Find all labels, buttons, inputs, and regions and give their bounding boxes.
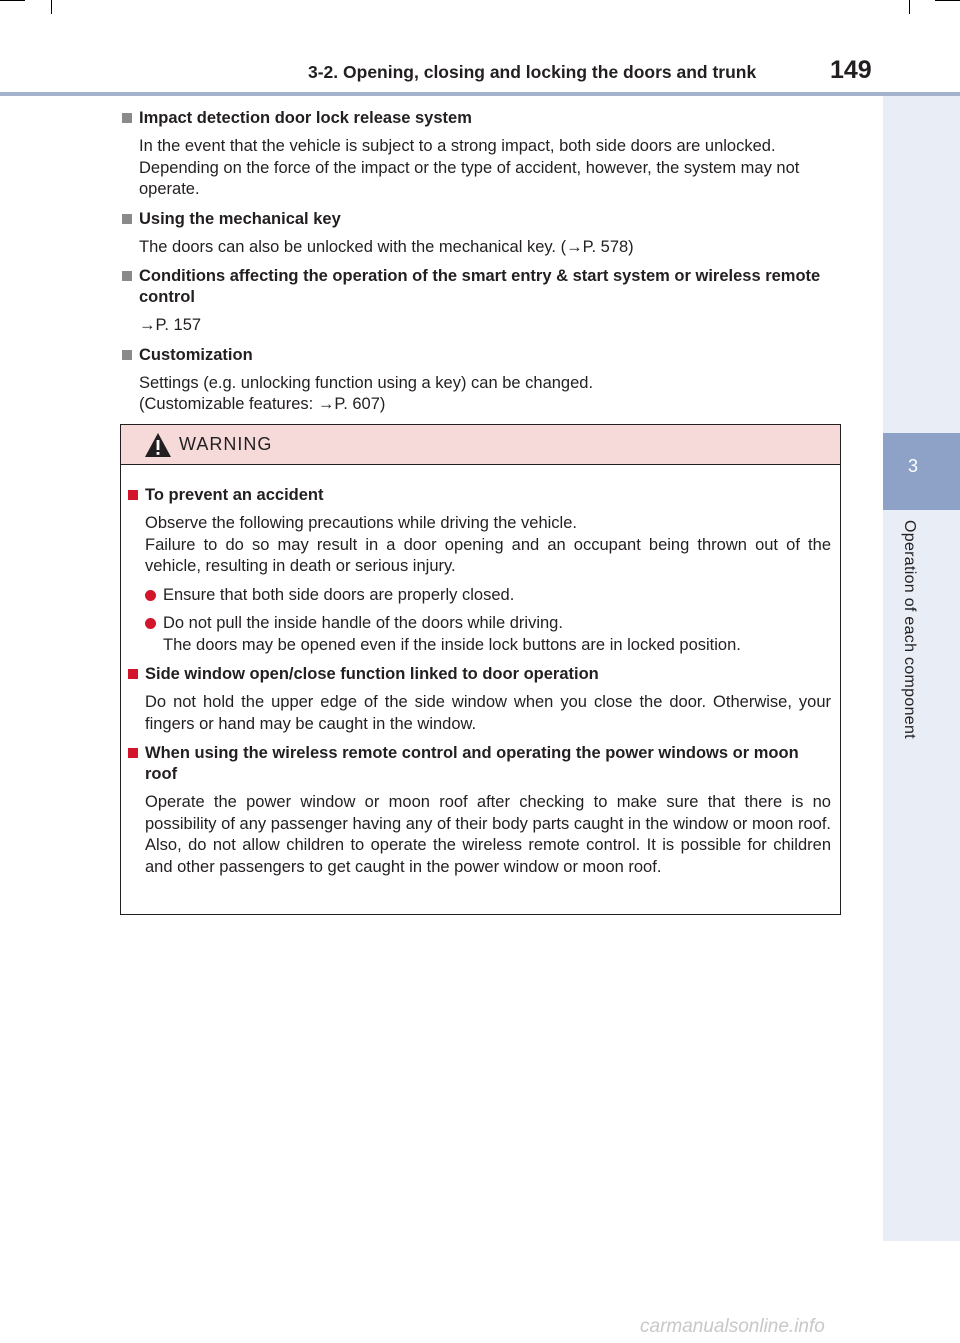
warning-heading-text: When using the wireless remote control and operating the power windows or moon roof xyxy=(145,744,799,783)
header-rule xyxy=(0,92,960,96)
section-heading xyxy=(122,108,844,129)
chapter-title: Operation of each component xyxy=(901,520,918,739)
warning-triangle-icon xyxy=(143,431,173,459)
square-bullet-icon xyxy=(122,214,132,224)
page-number: 149 xyxy=(830,56,872,84)
warning-label: WARNING xyxy=(179,434,273,454)
section-heading-text: Conditions affecting the operation of the smart entry & start system or wireless remote control xyxy=(139,267,821,306)
section-paragraph: Settings (e.g. unlocking function using a key) can be changed. xyxy=(139,373,594,392)
warning-paragraph: Do not hold the upper edge of the side window when you close the door. Otherwise, your fingers or hand may be caught in the window. xyxy=(145,693,831,733)
crop-mark xyxy=(0,0,25,1)
square-bullet-icon xyxy=(128,490,138,500)
page-reference-link[interactable]: →P. 157 xyxy=(139,316,202,334)
page-header-title: 3-2. Opening, closing and locking the doors and trunk xyxy=(308,62,757,82)
crop-mark xyxy=(51,0,52,14)
bullet-text: The doors may be opened even if the inside lock buttons are in locked position. xyxy=(163,635,741,654)
square-bullet-icon xyxy=(122,113,132,123)
square-bullet-icon xyxy=(122,271,132,281)
section-mechanical-key xyxy=(122,209,844,259)
warning-section-heading xyxy=(128,485,831,506)
warning-bullet-item xyxy=(145,585,831,607)
warning-paragraph: Operate the power window or moon roof after checking to make sure that there is no possibility of any passenger having any of their body parts caught in the window or moon roof. Also, do not allow children to operate the wireless remote control. It is possible for children and other passengers to get caught in the power window or moon roof. xyxy=(145,793,831,876)
section-heading-text: Impact detection door lock release system xyxy=(139,109,472,127)
section-impact-detection xyxy=(122,108,844,201)
warning-body xyxy=(121,465,840,878)
round-bullet-icon xyxy=(145,618,156,629)
main-content xyxy=(122,108,844,424)
warning-section-prevent-accident xyxy=(128,485,831,656)
section-paragraph[interactable]: The doors can also be unlocked with the mechanical key. (→P. 578) xyxy=(139,237,634,256)
watermark: carmanualsonline.info xyxy=(640,1316,825,1337)
section-paragraph: In the event that the vehicle is subject to a strong impact, both side doors are unlocked. Depending on the force of the impact or the type of accident, however, the system may not operate. xyxy=(139,137,800,198)
square-bullet-icon xyxy=(128,748,138,758)
section-heading-text: Using the mechanical key xyxy=(139,209,341,228)
section-smart-entry-conditions xyxy=(122,266,844,337)
section-heading xyxy=(122,345,844,366)
section-heading-text: Customization xyxy=(139,345,253,364)
section-paragraph[interactable]: (Customizable features: →P. 607) xyxy=(139,395,386,413)
bullet-text: Ensure that both side doors are properly closed. xyxy=(163,585,515,604)
warning-section-heading xyxy=(128,664,831,685)
warning-paragraph: Failure to do so may result in a door opening and an occupant being thrown out of the vehicle, resulting in death or serious injury. xyxy=(145,535,831,575)
warning-box xyxy=(120,424,841,915)
round-bullet-icon xyxy=(145,590,156,601)
warning-header xyxy=(121,425,840,465)
warning-bullet-item xyxy=(145,613,831,656)
section-heading xyxy=(122,266,844,308)
section-customization xyxy=(122,345,844,416)
section-heading xyxy=(122,209,844,230)
square-bullet-icon xyxy=(122,350,132,360)
warning-heading-text: To prevent an accident xyxy=(145,486,324,504)
warning-section-heading xyxy=(128,743,831,785)
chapter-number: 3 xyxy=(907,456,918,476)
bullet-text: Do not pull the inside handle of the doors while driving. xyxy=(163,614,563,632)
crop-mark xyxy=(935,0,960,1)
warning-heading-text: Side window open/close function linked to door operation xyxy=(145,665,599,683)
warning-section-side-window xyxy=(128,664,831,735)
warning-paragraph: Observe the following precautions while driving the vehicle. xyxy=(145,514,577,532)
square-bullet-icon xyxy=(128,669,138,679)
warning-section-wireless-remote xyxy=(128,743,831,878)
crop-mark xyxy=(909,0,910,14)
